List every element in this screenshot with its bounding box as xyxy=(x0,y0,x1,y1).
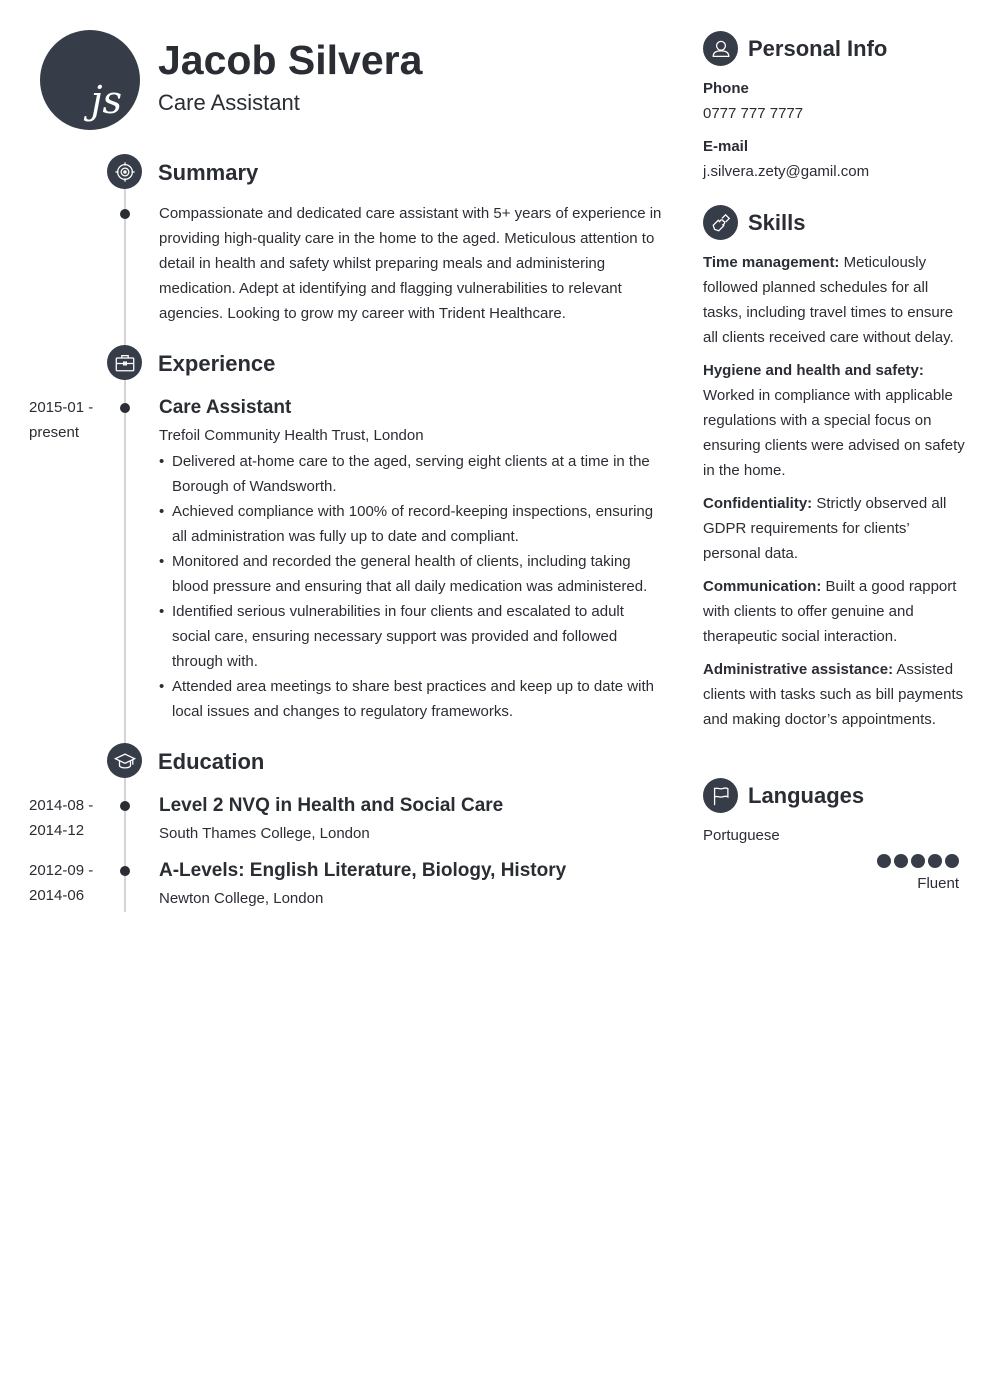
job-bullet: • Attended area meetings to share best practices and keep up to date with local issues and changes to regulatory frameworks. xyxy=(159,674,664,724)
language-level-label: Fluent xyxy=(917,875,959,892)
education-date-end: 2014-12 xyxy=(29,822,85,839)
level-dot xyxy=(928,854,942,868)
education-date xyxy=(29,793,109,843)
level-dot xyxy=(894,854,908,868)
skills-list xyxy=(703,250,965,740)
avatar-monogram xyxy=(40,30,140,130)
timeline-dot xyxy=(120,209,130,219)
skills-icon xyxy=(703,205,738,240)
job-date-end: present xyxy=(29,424,80,441)
language-name: Portuguese xyxy=(703,827,780,844)
skill-desc: Meticulously followed planned schedules for all tasks, including travel times to ensure all clients received care without delay. xyxy=(703,254,954,346)
personal-info-icon xyxy=(703,31,738,66)
summary-icon xyxy=(107,154,142,189)
education-icon xyxy=(107,743,142,778)
education-date-start: 2014-08 - xyxy=(29,797,94,814)
education-org: Newton College, London xyxy=(159,890,324,907)
skill-desc: Built a good rapport with clients to offer genuine and therapeutic social interaction. xyxy=(703,578,957,645)
personal-info-title: Personal Info xyxy=(748,36,888,61)
skill-item xyxy=(703,491,965,566)
experience-title: Experience xyxy=(158,351,276,376)
job-date xyxy=(29,395,109,445)
education-title-entry: Level 2 NVQ in Health and Social Care xyxy=(159,795,504,816)
language-level-dots xyxy=(877,854,959,868)
skills-title: Skills xyxy=(748,210,806,235)
timeline-dot xyxy=(120,801,130,811)
skill-item xyxy=(703,574,965,649)
skill-desc: Assisted clients with tasks such as bill payments and making doctor’s appointments. xyxy=(703,661,964,728)
candidate-role: Care Assistant xyxy=(158,90,300,115)
education-date-end: 2014-06 xyxy=(29,887,85,904)
level-dot xyxy=(911,854,925,868)
job-bullets xyxy=(159,449,664,724)
candidate-name: Jacob Silvera xyxy=(158,37,423,83)
job-bullet: • Achieved compliance with 100% of record-keeping inspections, ensuring all administration was fully up to date and compliant. xyxy=(159,499,664,549)
job-bullet: • Delivered at-home care to the aged, serving eight clients at a time in the Borough of Wandsworth. xyxy=(159,449,664,499)
skill-name: Confidentiality: xyxy=(703,495,813,512)
job-date-start: 2015-01 - xyxy=(29,399,94,416)
phone-value: 0777 777 7777 xyxy=(703,105,804,122)
skill-name: Time management: xyxy=(703,254,840,271)
level-dot xyxy=(945,854,959,868)
job-org: Trefoil Community Health Trust, London xyxy=(159,427,424,444)
job-bullet: • Identified serious vulnerabilities in four clients and escalated to adult social care, ensuring necessary support was provided and followed through with. xyxy=(159,599,664,674)
languages-icon xyxy=(703,778,738,813)
timeline-dot xyxy=(120,866,130,876)
education-title-entry: A-Levels: English Literature, Biology, History xyxy=(159,860,567,881)
email-label: E-mail xyxy=(703,138,749,155)
summary-title: Summary xyxy=(158,160,259,185)
skill-item xyxy=(703,358,965,483)
skill-item xyxy=(703,657,965,732)
level-dot xyxy=(877,854,891,868)
timeline-dot xyxy=(120,403,130,413)
skill-item xyxy=(703,250,965,350)
skill-name: Communication: xyxy=(703,578,822,595)
skill-name: Hygiene and health and safety: xyxy=(703,362,924,379)
languages-title: Languages xyxy=(748,783,865,808)
summary-text: Compassionate and dedicated care assistant with 5+ years of experience in providing high-quality care in the home to the aged. Meticulous attention to detail in health and safety whilst preparing meals and administering medication. Adept at identifying and flagging vulnerabilities to relevant agencies. Looking to grow my career with Trident Healthcare. xyxy=(159,205,662,322)
skill-desc: Strictly observed all GDPR requirements for clients’ personal data. xyxy=(703,495,947,562)
experience-icon xyxy=(107,345,142,380)
email-value: j.silvera.zety@gamil.com xyxy=(703,163,870,180)
skill-desc: Worked in compliance with applicable regulations with a special focus on ensuring clients were advised on safety in the home. xyxy=(703,387,965,479)
monogram-text: js xyxy=(90,78,122,122)
education-org: South Thames College, London xyxy=(159,825,370,842)
skill-name: Administrative assistance: xyxy=(703,661,894,678)
education-date-start: 2012-09 - xyxy=(29,862,94,879)
education-title: Education xyxy=(158,749,265,774)
phone-label: Phone xyxy=(703,80,749,97)
education-date xyxy=(29,858,109,908)
job-bullet: • Monitored and recorded the general health of clients, including taking blood pressure and ensuring that all daily medication was administered. xyxy=(159,549,664,599)
job-title: Care Assistant xyxy=(159,397,292,418)
